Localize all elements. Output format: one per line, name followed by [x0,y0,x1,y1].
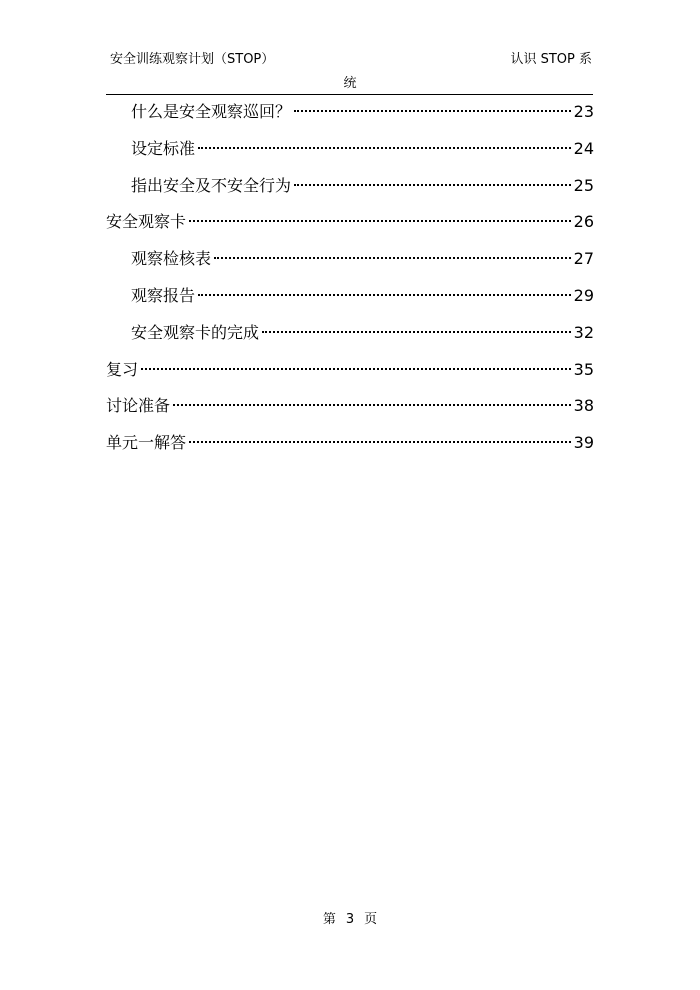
footer-page-number: 3 [345,912,355,927]
toc-dot-leader [294,110,571,112]
toc-entry-title: 指出安全及不安全行为 [131,175,292,195]
toc-entry-page: 29 [573,285,594,305]
toc-dot-leader [214,257,571,259]
toc-entry-page: 23 [573,102,594,121]
toc-entry-page: 39 [573,433,594,453]
toc-entry-page: 35 [573,359,594,379]
running-header-section-wrap: 统 [343,76,357,91]
toc-dot-leader [294,184,571,186]
page-footer [0,912,700,928]
toc-entry[interactable] [106,319,594,356]
toc-entry-title: 观察检核表 [131,249,212,269]
toc-dot-leader [141,368,571,370]
toc-entry-title: 单元一解答 [106,433,187,453]
toc-entry[interactable] [106,135,594,172]
running-header-title: 安全训练观察计划（STOP） [110,52,275,67]
toc-entry-title: 复习 [106,359,139,379]
toc-entry-page: 25 [573,175,594,195]
toc-entry-page: 38 [573,396,594,416]
toc-dot-leader [173,404,571,406]
footer-page-prefix: 第 [322,912,336,927]
table-of-contents [106,98,594,466]
toc-entry-title: 安全观察卡 [106,212,187,232]
toc-entry-page: 32 [573,322,594,342]
toc-entry[interactable] [106,98,594,135]
toc-entry-page: 26 [573,212,594,232]
toc-entry-page: 24 [573,138,594,158]
toc-entry-title: 讨论准备 [106,396,171,416]
toc-entry[interactable] [106,429,594,466]
toc-dot-leader [262,331,571,333]
toc-entry-title: 设定标准 [131,138,196,158]
toc-entry[interactable] [106,392,594,429]
toc-entry[interactable] [106,245,594,282]
toc-entry[interactable] [106,208,594,245]
toc-dot-leader [189,441,571,443]
toc-entry[interactable] [106,282,594,319]
footer-page-suffix: 页 [364,912,378,927]
toc-entry-page: 27 [573,249,594,269]
header-divider [106,94,593,95]
toc-entry[interactable] [106,172,594,209]
toc-dot-leader [189,220,571,222]
toc-dot-leader [198,294,571,296]
toc-entry-title: 观察报告 [131,285,196,305]
toc-entry-title: 安全观察卡的完成 [131,322,260,342]
toc-entry-title: 什么是安全观察巡回？ [131,102,292,121]
toc-entry[interactable] [106,356,594,393]
toc-dot-leader [198,147,571,149]
running-header-section: 认识 STOP 系 [510,52,592,67]
